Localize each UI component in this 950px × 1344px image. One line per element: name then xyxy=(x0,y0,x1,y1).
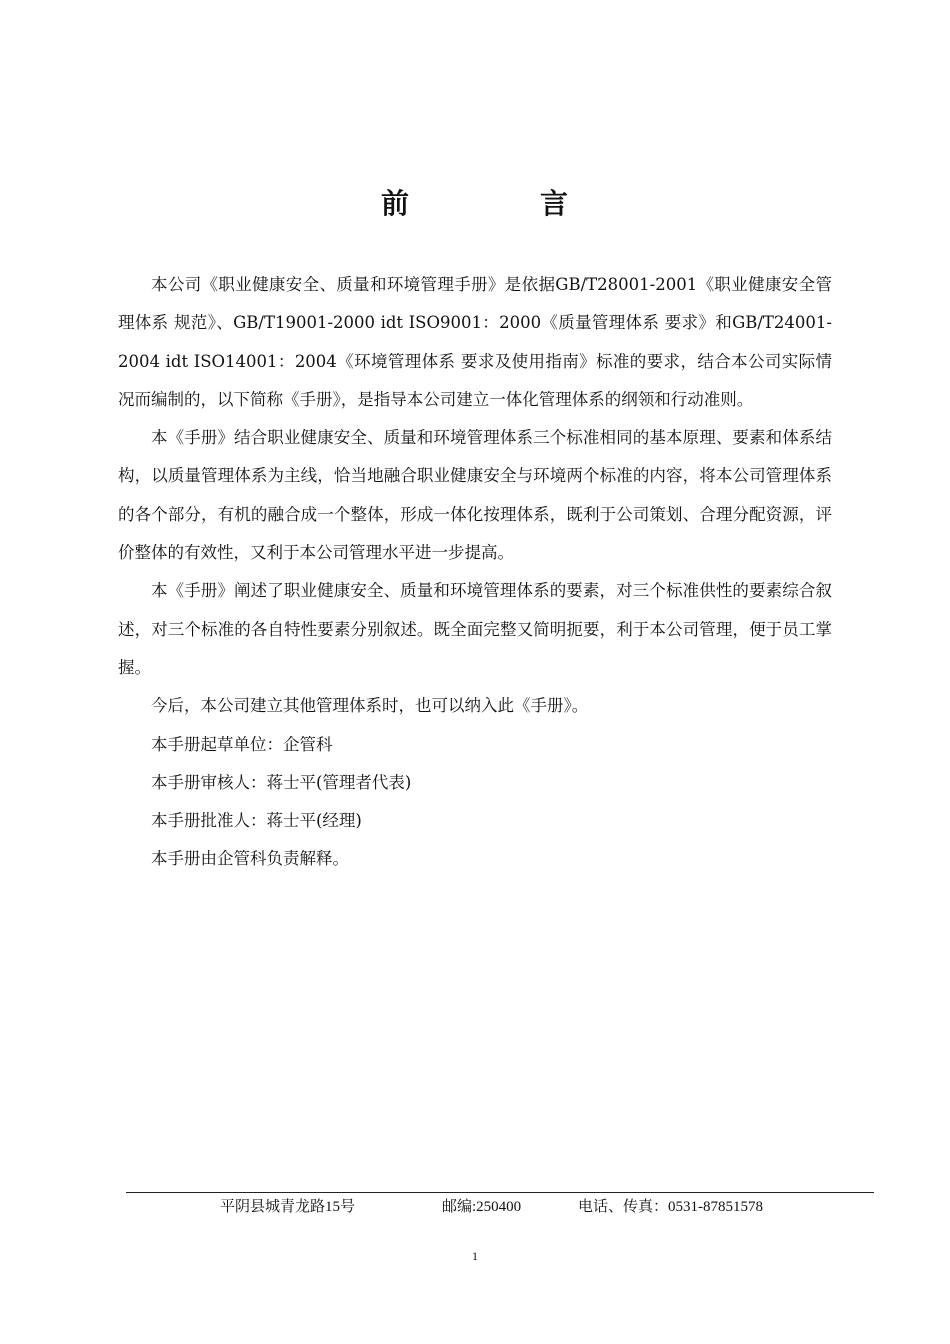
page-title-char-2: 言 xyxy=(540,187,569,220)
approver-line: 本手册批准人：蒋士平(经理) xyxy=(151,811,362,831)
preface-paragraph-2: 本《手册》结合职业健康安全、质量和环境管理体系三个标准相同的基本原理、要素和体系结构，以质量管理体系为主线，恰当地融合职业健康安全与环境两个标准的内容，将本公司管理体系的各个部分，有机的融合成一个整体，形成一体化按理体系，既利于公司策划、合理分配资源，评价整体的有效性，又利于本公司管理水平进一步提高。 xyxy=(118,428,832,563)
page-number: 1 xyxy=(472,1249,478,1263)
page-footer xyxy=(0,1196,950,1220)
drafting-unit-line: 本手册起草单位：企管科 xyxy=(151,734,333,754)
footer-postcode: 邮编:250400 xyxy=(442,1199,522,1215)
footer-phone-fax: 电话、传真：0531-87851578 xyxy=(578,1199,763,1215)
preface-paragraph-3: 本《手册》阐述了职业健康安全、质量和环境管理体系的要素，对三个标准供性的要素综合叙述，对三个标准的各自特性要素分别叙述。既全面完整又简明扼要，利于本公司管理，便于员工掌握。 xyxy=(118,581,832,677)
footer-divider xyxy=(126,1192,874,1193)
interpretation-line: 本手册由企管科负责解释。 xyxy=(151,849,349,869)
page-title xyxy=(0,182,950,232)
preface-paragraph-4: 今后，本公司建立其他管理体系时，也可以纳入此《手册》。 xyxy=(151,696,589,716)
reviewer-line: 本手册审核人：蒋士平(管理者代表) xyxy=(151,772,412,792)
footer-address: 平阴县城青龙路15号 xyxy=(220,1199,356,1215)
preface-paragraph-1: 本公司《职业健康安全、质量和环境管理手册》是依据GB/T28001-2001《职业健康安全管理体系 规范》、GB/T19001-2000 idt ISO9001：2000《质量管理体系 要求》和GB/T24001-2004 idt ISO14001：2004《环境管理体系 要求及使用指南》标准的要求，结合本公司实际情况而编制的，以下简称《手册》，是指导本公司建立一体化管理体系的纲领和行动准则。 xyxy=(118,275,832,409)
page-title-char-1: 前 xyxy=(381,187,410,220)
preface-body xyxy=(118,266,832,879)
